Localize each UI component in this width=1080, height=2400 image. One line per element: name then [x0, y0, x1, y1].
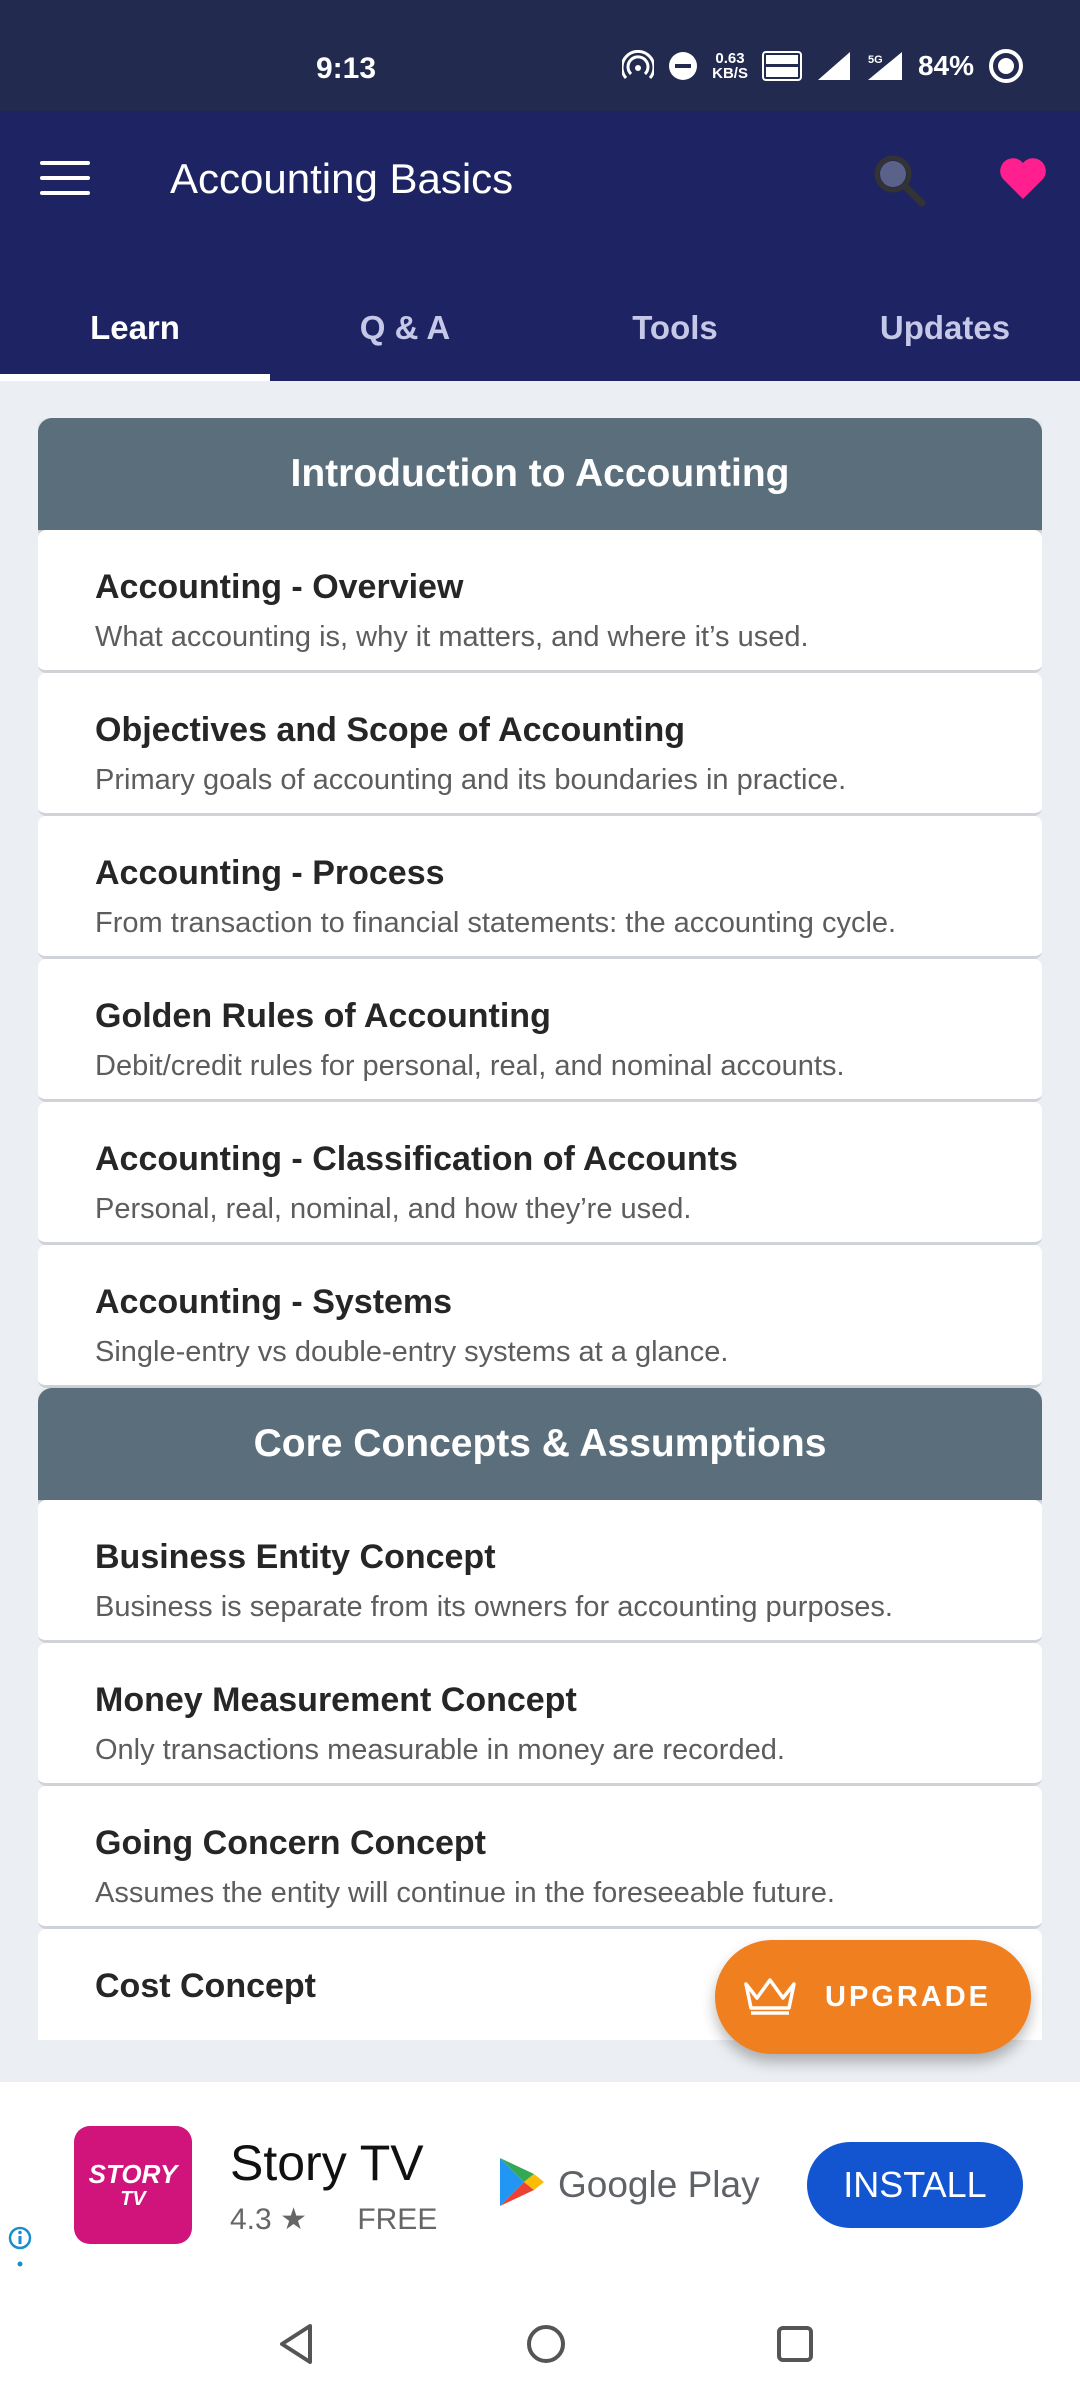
item-title: Money Measurement Concept	[95, 1681, 577, 1719]
crown-icon	[741, 1974, 799, 2021]
ad-meta	[230, 2202, 437, 2237]
item-title: Cost Concept	[95, 1967, 316, 2005]
tab-learn[interactable]: Learn	[0, 271, 270, 381]
item-title: Going Concern Concept	[95, 1824, 486, 1862]
list-item[interactable]	[38, 1102, 1042, 1245]
google-play-icon	[498, 2156, 546, 2213]
battery-percent: 84%	[917, 50, 974, 81]
item-subtitle: Assumes the entity will continue in the foreseeable future.	[95, 1877, 835, 1909]
tab-bar	[0, 271, 1080, 381]
hotspot-icon	[622, 50, 654, 82]
volte-icon	[762, 51, 802, 81]
ad-app-logo[interactable]: STORY TV	[74, 2126, 192, 2244]
list-item[interactable]	[38, 673, 1042, 816]
signal-5g-icon	[866, 51, 904, 81]
ad-rating: 4.3	[230, 2203, 272, 2236]
star-icon: ★	[280, 2203, 307, 2236]
menu-icon[interactable]	[40, 161, 90, 201]
network-speed: 0.63 KB/S	[712, 50, 748, 82]
back-icon[interactable]	[276, 2322, 316, 2371]
signal-icon	[816, 51, 852, 81]
heart-icon[interactable]	[998, 155, 1048, 206]
upgrade-label: UPGRADE	[825, 1980, 992, 2013]
list-item[interactable]	[38, 1786, 1042, 1929]
item-title: Accounting - Systems	[95, 1283, 453, 1321]
list-item[interactable]	[38, 1500, 1042, 1643]
item-subtitle: Only transactions measurable in money are recorded.	[95, 1734, 785, 1766]
install-button[interactable]: INSTALL	[807, 2142, 1023, 2228]
item-title: Business Entity Concept	[95, 1538, 496, 1576]
ad-price: FREE	[357, 2203, 438, 2236]
item-subtitle: Single-entry vs double-entry systems at a glance.	[95, 1336, 729, 1368]
google-play-badge[interactable]	[498, 2156, 760, 2213]
list-item[interactable]	[38, 1245, 1042, 1388]
recents-icon[interactable]	[775, 2324, 815, 2369]
search-icon[interactable]	[870, 151, 928, 214]
google-play-label: Google Play	[558, 2163, 760, 2205]
svg-text:5G: 5G	[867, 54, 883, 66]
tab-qa[interactable]: Q & A	[359, 309, 451, 346]
list-item[interactable]	[38, 816, 1042, 959]
item-title: Golden Rules of Accounting	[95, 997, 551, 1035]
ad-app-name[interactable]: Story TV	[230, 2135, 424, 2191]
status-icons	[622, 48, 1024, 84]
tab-updates[interactable]: Updates	[879, 309, 1011, 346]
app-title: Accounting Basics	[170, 155, 514, 202]
item-title: Accounting - Classification of Accounts	[95, 1140, 738, 1178]
item-subtitle: Personal, real, nominal, and how they’re used.	[95, 1193, 692, 1225]
list-item[interactable]	[38, 959, 1042, 1102]
app-bar	[0, 111, 1080, 381]
dnd-icon	[668, 51, 698, 81]
item-subtitle: Primary goals of accounting and its boundaries in practice.	[95, 764, 847, 796]
section-header: Introduction to Accounting	[38, 418, 1042, 530]
battery-icon	[988, 48, 1024, 84]
tab-tools[interactable]: Tools	[632, 309, 718, 346]
list-item[interactable]	[38, 530, 1042, 673]
ad-info-icon[interactable]	[8, 2226, 36, 2275]
status-time: 9:13	[316, 52, 377, 85]
home-icon[interactable]	[524, 2322, 568, 2371]
item-subtitle: What accounting is, why it matters, and where it’s used.	[95, 621, 809, 653]
upgrade-button[interactable]	[715, 1940, 1031, 2054]
lesson-list	[38, 418, 1042, 2040]
item-title: Objectives and Scope of Accounting	[95, 711, 686, 749]
section-header: Core Concepts & Assumptions	[38, 1388, 1042, 1500]
ad-banner[interactable]	[0, 2082, 1080, 2292]
item-title: Accounting - Overview	[95, 568, 464, 606]
item-subtitle: Business is separate from its owners for accounting purposes.	[95, 1591, 893, 1623]
list-item[interactable]	[38, 1643, 1042, 1786]
system-nav-bar	[0, 2292, 1080, 2400]
item-subtitle: Debit/credit rules for personal, real, and nominal accounts.	[95, 1050, 845, 1082]
status-bar	[0, 0, 1080, 111]
item-subtitle: From transaction to financial statements: the accounting cycle.	[95, 907, 897, 939]
item-title: Accounting - Process	[95, 854, 445, 892]
